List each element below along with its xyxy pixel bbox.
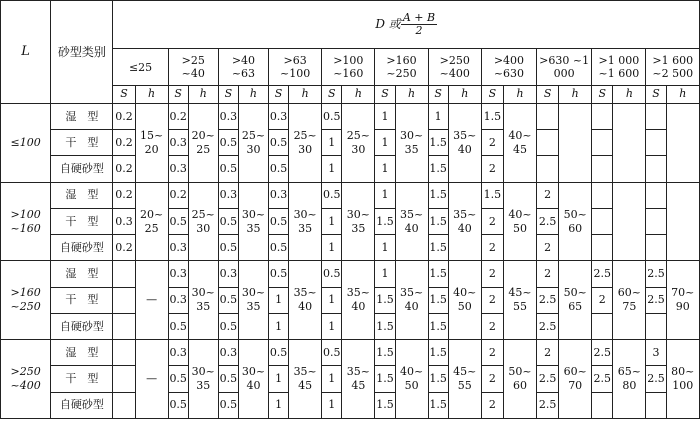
header-s: S [537,85,559,103]
s-value: 1 [322,366,342,392]
s-value: 2 [481,130,503,156]
header-range: >1 000 ~1 600 [592,49,646,85]
s-value [592,392,613,418]
s-value [592,130,613,156]
h-value: 25~ 30 [188,182,218,261]
h-value: 35~ 40 [289,261,322,340]
s-value: 2 [481,366,503,392]
s-value: 1.5 [428,366,448,392]
header-s: S [592,85,613,103]
s-value: 2 [481,208,503,234]
s-value: 0.3 [218,182,238,208]
h-value: 30~ 35 [188,340,218,419]
s-value: 1.5 [428,261,448,287]
h-value: 30~ 35 [342,182,375,261]
s-value: 2.5 [537,208,559,234]
s-value [646,392,666,418]
s-value: 0.5 [218,392,238,418]
h-value: 30~ 35 [238,182,268,261]
h-value [666,103,699,182]
h-value: 35~ 40 [395,182,428,261]
header-s: S [646,85,666,103]
header-h: h [448,85,481,103]
s-value: 0.2 [113,130,135,156]
s-value: 2 [537,261,559,287]
s-value: 2.5 [592,261,613,287]
h-value: 40~ 50 [503,182,536,261]
s-value: 0.5 [168,313,188,339]
s-value: 1 [322,313,342,339]
h-value: 35~ 40 [448,182,481,261]
header-h: h [135,85,168,103]
sand-type-label: 干 型 [51,287,113,313]
header-L: L [1,1,51,104]
sand-type-label: 自硬砂型 [51,156,113,182]
s-value: 1 [322,392,342,418]
s-value: 2.5 [537,313,559,339]
group-L-label: >250 ~400 [1,340,51,419]
h-value: 30~ 35 [238,261,268,340]
h-value: 40~ 50 [395,340,428,419]
s-value: 2 [481,287,503,313]
sand-type-label: 自硬砂型 [51,313,113,339]
s-value: 0.5 [218,287,238,313]
s-value [646,103,666,129]
s-value: 0.3 [113,208,135,234]
s-value: 0.5 [168,392,188,418]
s-value: 2 [481,261,503,287]
s-value: 1 [375,261,395,287]
sand-type-label: 湿 型 [51,103,113,129]
s-value: 0.5 [218,130,238,156]
s-value: 1 [322,208,342,234]
s-value: 1 [375,235,395,261]
h-value: 25~ 30 [289,103,322,182]
h-value: 25~ 30 [238,103,268,182]
s-value [113,340,135,366]
s-value: 2 [481,392,503,418]
s-value: 0.5 [218,156,238,182]
s-value [646,235,666,261]
s-value: 2 [537,182,559,208]
sand-type-label: 干 型 [51,130,113,156]
s-value [113,313,135,339]
s-value: 2 [481,340,503,366]
s-value: 0.3 [218,103,238,129]
s-value: 1.5 [375,392,395,418]
header-range: >100 ~160 [322,49,375,85]
header-D-expression [113,1,700,49]
s-value: 0.5 [322,340,342,366]
sand-type-label: 湿 型 [51,340,113,366]
header-range: >63 ~100 [269,49,322,85]
header-h: h [238,85,268,103]
s-value: 1.5 [375,313,395,339]
h-value: 30~ 40 [238,340,268,419]
s-value: 1 [269,392,289,418]
s-value [646,156,666,182]
s-value: 0.5 [269,156,289,182]
s-value [113,287,135,313]
s-value: 1.5 [375,366,395,392]
s-value: 2 [592,287,613,313]
s-value: 1 [269,313,289,339]
s-value: 1 [322,130,342,156]
s-value [592,103,613,129]
s-value: 0.5 [269,261,289,287]
s-value: 0.3 [218,261,238,287]
h-value [613,182,646,261]
sand-type-label: 干 型 [51,366,113,392]
s-value: 2 [481,313,503,339]
s-value [592,182,613,208]
header-D-fraction [401,12,437,37]
s-value: 0.5 [218,208,238,234]
h-value: 45~ 55 [503,261,536,340]
s-value: 2.5 [537,366,559,392]
s-value: 1.5 [428,182,448,208]
header-s: S [428,85,448,103]
s-value: 2 [481,235,503,261]
header-sand-type: 砂型类别 [51,1,113,104]
table-body [1,1,700,419]
s-value [592,235,613,261]
s-value: 0.3 [168,261,188,287]
header-s: S [322,85,342,103]
h-value: 30~ 35 [188,261,218,340]
s-value: 2.5 [646,261,666,287]
s-value: 0.3 [269,182,289,208]
header-h: h [188,85,218,103]
h-value: 60~ 70 [559,340,592,419]
s-value [592,156,613,182]
s-value: 1 [322,235,342,261]
s-value: 0.2 [113,235,135,261]
header-range: >160 ~250 [375,49,428,85]
header-h: h [342,85,375,103]
s-value: 1 [269,287,289,313]
s-value: 0.3 [168,340,188,366]
s-value: 1 [269,366,289,392]
s-value: 0.3 [168,287,188,313]
h-value: 35~ 40 [395,261,428,340]
header-s: S [168,85,188,103]
h-value: 40~ 50 [448,261,481,340]
h-value: 65~ 80 [613,340,646,419]
h-value: 40~ 45 [503,103,536,182]
s-value: 1.5 [428,208,448,234]
header-s: S [113,85,135,103]
s-value: 0.5 [168,366,188,392]
s-value [113,392,135,418]
s-value [646,130,666,156]
h-value: — [135,261,168,340]
s-value: 2.5 [646,366,666,392]
s-value: 0.5 [322,182,342,208]
header-h: h [503,85,536,103]
sand-type-label: 湿 型 [51,261,113,287]
header-s: S [218,85,238,103]
s-value: 1.5 [428,235,448,261]
sand-type-label: 湿 型 [51,182,113,208]
s-value: 0.2 [113,156,135,182]
s-value: 1.5 [375,208,395,234]
h-value: 35~ 40 [342,261,375,340]
s-value: 2.5 [537,287,559,313]
s-value: 0.5 [269,235,289,261]
h-value: 60~ 75 [613,261,646,340]
s-value: 2 [481,156,503,182]
h-value: 30~ 35 [289,182,322,261]
s-value [592,208,613,234]
s-value: 1.5 [375,340,395,366]
h-value: 30~ 35 [395,103,428,182]
h-value: 15~ 20 [135,103,168,182]
h-value: 70~ 90 [666,261,699,340]
s-value: 1 [428,103,448,129]
s-value: 0.3 [168,235,188,261]
s-value: 2.5 [592,340,613,366]
s-value: 0.2 [113,103,135,129]
h-value: 35~ 45 [289,340,322,419]
s-value: 0.3 [218,340,238,366]
s-value: 0.5 [269,208,289,234]
sand-type-label: 自硬砂型 [51,235,113,261]
s-value: 1 [375,182,395,208]
s-value: 0.2 [168,103,188,129]
header-h: h [613,85,646,103]
header-range: >400 ~630 [481,49,536,85]
header-range: >40 ~63 [218,49,268,85]
h-value: 50~ 60 [559,182,592,261]
header-range: >25 ~40 [168,49,218,85]
s-value: 2.5 [537,392,559,418]
s-value: 0.5 [168,208,188,234]
s-value: 1.5 [428,313,448,339]
s-value [113,261,135,287]
h-value: 25~ 30 [342,103,375,182]
s-value [646,208,666,234]
s-value: 0.5 [269,340,289,366]
s-value: 0.2 [113,182,135,208]
header-h: h [395,85,428,103]
s-value: 2.5 [592,366,613,392]
s-value [592,313,613,339]
sand-type-label: 自硬砂型 [51,392,113,418]
header-D-fraction-numerator: A + B [402,11,436,25]
s-value: 0.5 [269,130,289,156]
s-value: 0.2 [168,182,188,208]
h-value: 50~ 60 [503,340,536,419]
s-value: 2.5 [646,287,666,313]
s-value: 1.5 [375,287,395,313]
h-value [559,103,592,182]
s-value [646,313,666,339]
group-L-label: >160 ~250 [1,261,51,340]
s-value: 1 [375,130,395,156]
s-value [113,366,135,392]
header-D-fraction-denominator: 2 [415,24,423,38]
header-range: >1 600 ~2 500 [646,49,700,85]
s-value: 1 [375,103,395,129]
s-value: 1.5 [428,340,448,366]
s-value: 0.3 [269,103,289,129]
s-value: 1 [322,287,342,313]
s-value: 0.5 [322,261,342,287]
group-L-label: >100 ~160 [1,182,51,261]
s-value: 1.5 [428,287,448,313]
s-value: 0.5 [218,235,238,261]
s-value [537,103,559,129]
h-value: 80~ 100 [666,340,699,419]
h-value: — [135,340,168,419]
header-s: S [375,85,395,103]
s-value [537,156,559,182]
s-value: 0.3 [168,156,188,182]
header-range: >250 ~400 [428,49,481,85]
header-h: h [666,85,699,103]
s-value: 0.5 [218,366,238,392]
header-s: S [481,85,503,103]
header-D-prefix: D 或 [375,17,401,32]
s-value: 1.5 [428,156,448,182]
s-value: 1.5 [428,392,448,418]
h-value: 35~ 40 [448,103,481,182]
s-value: 2 [537,340,559,366]
s-value: 2 [537,235,559,261]
h-value [666,182,699,261]
group-L-label: ≤100 [1,103,51,182]
s-value: 1.5 [428,130,448,156]
s-value: 1 [322,156,342,182]
s-value: 0.5 [218,313,238,339]
s-value [646,182,666,208]
header-range: ≤25 [113,49,168,85]
s-value: 1.5 [481,103,503,129]
header-s: S [269,85,289,103]
s-value: 1.5 [481,182,503,208]
s-value: 1 [375,156,395,182]
s-value: 0.5 [322,103,342,129]
h-value: 20~ 25 [135,182,168,261]
s-value [537,130,559,156]
h-value [613,103,646,182]
h-value: 50~ 65 [559,261,592,340]
h-value: 20~ 25 [188,103,218,182]
header-h: h [289,85,322,103]
h-value: 45~ 55 [448,340,481,419]
header-h: h [559,85,592,103]
h-value: 35~ 45 [342,340,375,419]
sand-type-label: 干 型 [51,208,113,234]
s-value: 3 [646,340,666,366]
s-value: 0.3 [168,130,188,156]
header-range: >630 ~1 000 [537,49,592,85]
